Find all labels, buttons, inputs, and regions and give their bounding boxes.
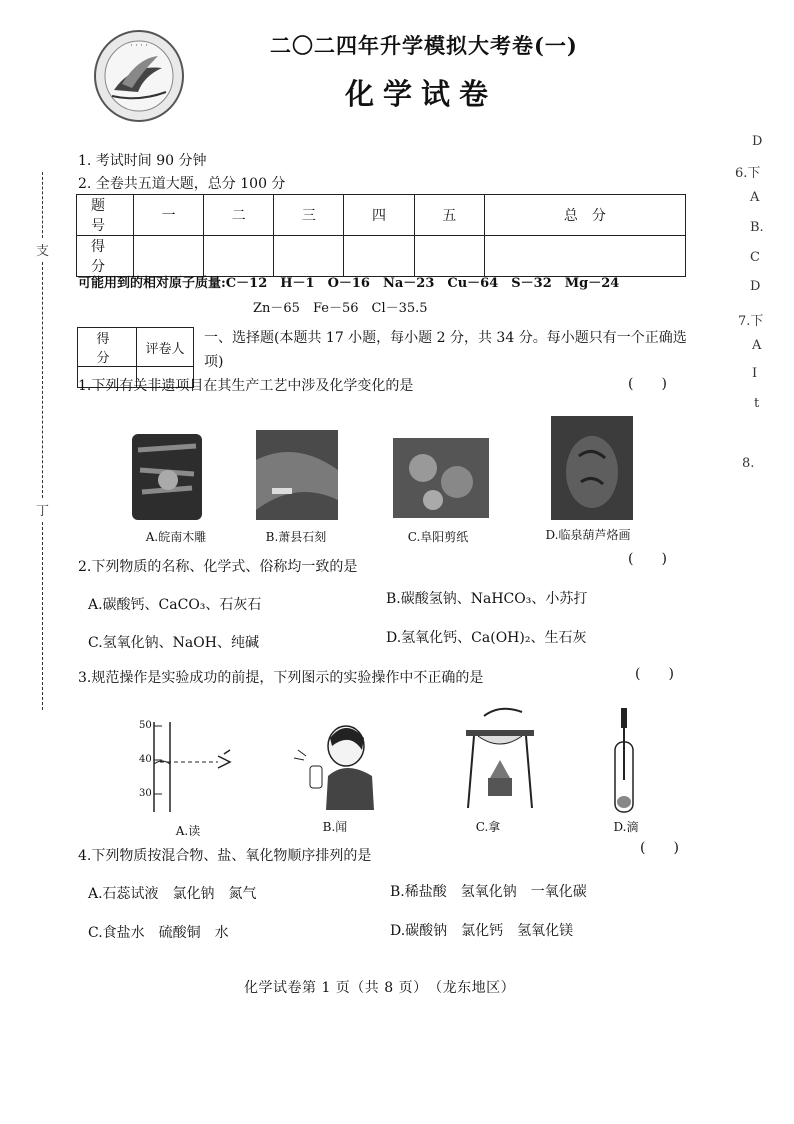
cylinder-tick-30: 30 [139, 788, 152, 799]
next-page-bleed-text: A [752, 338, 762, 353]
q2-option-a[interactable]: A.碳酸钙、CaCO₃、石灰石 [88, 597, 262, 613]
question-2-stem: 2.下列物质的名称、化学式、俗称均一致的是 [78, 559, 358, 575]
next-page-bleed-text: C [750, 250, 760, 265]
school-seal-logo [92, 28, 186, 124]
note-total-score: 2. 全卷共五道大题，总分 100 分 [78, 176, 286, 192]
page-footer: 化学试卷第 1 页（共 8 页） （龙东地区） [244, 980, 516, 996]
paper-cutting-image [393, 438, 489, 518]
subject-title: 化学试卷 [345, 77, 498, 111]
q3-caption-c: C.拿 [475, 820, 501, 834]
next-page-bleed-text: 6.下 [735, 166, 761, 181]
score-table-cell: 一 [134, 195, 204, 236]
question-3-stem: 3.规范操作是实验成功的前提，下列图示的实验操作中不正确的是 [78, 670, 484, 686]
exam-title: 二〇二四年升学模拟大考卷(一) [270, 33, 578, 58]
woodcarving-image [128, 430, 206, 522]
q1-caption-a: A.皖南木雕 [145, 530, 207, 544]
cylinder-tick-40: 40 [139, 754, 152, 765]
q1-caption-b: B.萧县石刻 [265, 530, 327, 544]
answer-bracket[interactable]: ( ) [628, 376, 667, 392]
question-4-stem: 4.下列物质按混合物、盐、氧化物顺序排列的是 [78, 848, 372, 864]
question-1-stem: 1.下列有关非遗项目在其生产工艺中涉及化学变化的是 [78, 378, 414, 394]
note-exam-time: 1. 考试时间 90 分钟 [78, 153, 207, 169]
next-page-bleed-text: I [752, 366, 758, 381]
cylinder-tick-50: 50 [139, 720, 152, 731]
binding-dashed-line [42, 522, 43, 710]
answer-bracket[interactable]: ( ) [628, 551, 667, 567]
score-entry-cell[interactable] [204, 236, 274, 277]
answer-bracket[interactable]: ( ) [635, 666, 674, 682]
score-table-cell: 题 号 [77, 195, 134, 236]
heating-tripod-figure [460, 700, 540, 812]
next-page-bleed-text: 7.下 [738, 314, 764, 329]
score-table-cell: 得 分 [77, 236, 134, 277]
score-table-cell: 五 [414, 195, 484, 236]
atomic-mass-line-2: Zn－65 Fe－56 Cl－35.5 [253, 301, 428, 316]
grader-score-label: 得 分 [78, 328, 137, 367]
binding-margin-char: 丁 [36, 504, 50, 519]
q3-caption-a: A.读 [175, 824, 201, 838]
q4-option-c[interactable]: C.食盐水 硫酸铜 水 [88, 925, 229, 941]
next-page-bleed-text: A [750, 190, 760, 205]
next-page-bleed-text: D [752, 134, 763, 149]
answer-bracket[interactable]: ( ) [640, 840, 679, 856]
binding-dashed-line [42, 172, 43, 238]
next-page-bleed-text: B. [750, 220, 764, 235]
score-entry-cell[interactable] [274, 236, 344, 277]
q4-option-d[interactable]: D.碳酸钠 氯化钙 氢氧化镁 [390, 923, 574, 939]
q3-caption-d: D.滴 [613, 820, 639, 834]
stone-carving-image [256, 430, 338, 520]
q2-option-c[interactable]: C.氢氧化钠、NaOH、纯碱 [88, 635, 259, 651]
score-table-cell: 四 [344, 195, 414, 236]
q4-option-a[interactable]: A.石蕊试液 氯化钠 氮气 [88, 886, 257, 902]
q3-caption-b: B.闻 [322, 820, 348, 834]
atomic-mass-line-1: 可能用到的相对原子质量:C－12 H－1 O－16 Na－23 Cu－64 S－32 Mg－24 [78, 276, 620, 291]
score-entry-cell[interactable] [484, 236, 685, 277]
svg-text:· · · ·: · · · · [130, 41, 148, 50]
dropper-figure [604, 708, 644, 814]
q1-caption-c: C.阜阳剪纸 [407, 530, 469, 544]
next-page-bleed-text: D [750, 279, 761, 294]
section-1-heading: 一、选择题(本题共 17 小题，每小题 2 分，共 34 分。每小题只有一个正确选项) [204, 330, 687, 370]
q2-option-b[interactable]: B.碳酸氢钠、NaHCO₃、小苏打 [386, 591, 588, 607]
cylinder-reading-figure [140, 718, 240, 812]
score-table [76, 194, 686, 277]
grader-name-label: 评卷人 [137, 328, 194, 367]
score-entry-cell[interactable] [414, 236, 484, 277]
q2-option-d[interactable]: D.氢氧化钙、Ca(OH)₂、生石灰 [386, 630, 587, 646]
binding-margin-char: 支 [36, 244, 50, 259]
smelling-figure [290, 720, 382, 810]
score-table-cell: 总 分 [484, 195, 685, 236]
next-page-bleed-text: t [754, 396, 760, 411]
q1-caption-d: D.临泉葫芦烙画 [545, 528, 631, 542]
score-table-cell: 二 [204, 195, 274, 236]
score-table-header-row [77, 195, 686, 236]
score-table-score-row [77, 236, 686, 277]
next-page-bleed-text: 8. [742, 456, 755, 471]
score-table-cell: 三 [274, 195, 344, 236]
gourd-pyrography-image [551, 416, 633, 520]
score-entry-cell[interactable] [344, 236, 414, 277]
q4-option-b[interactable]: B.稀盐酸 氢氧化钠 一氧化碳 [390, 884, 587, 900]
binding-dashed-line [42, 262, 43, 498]
